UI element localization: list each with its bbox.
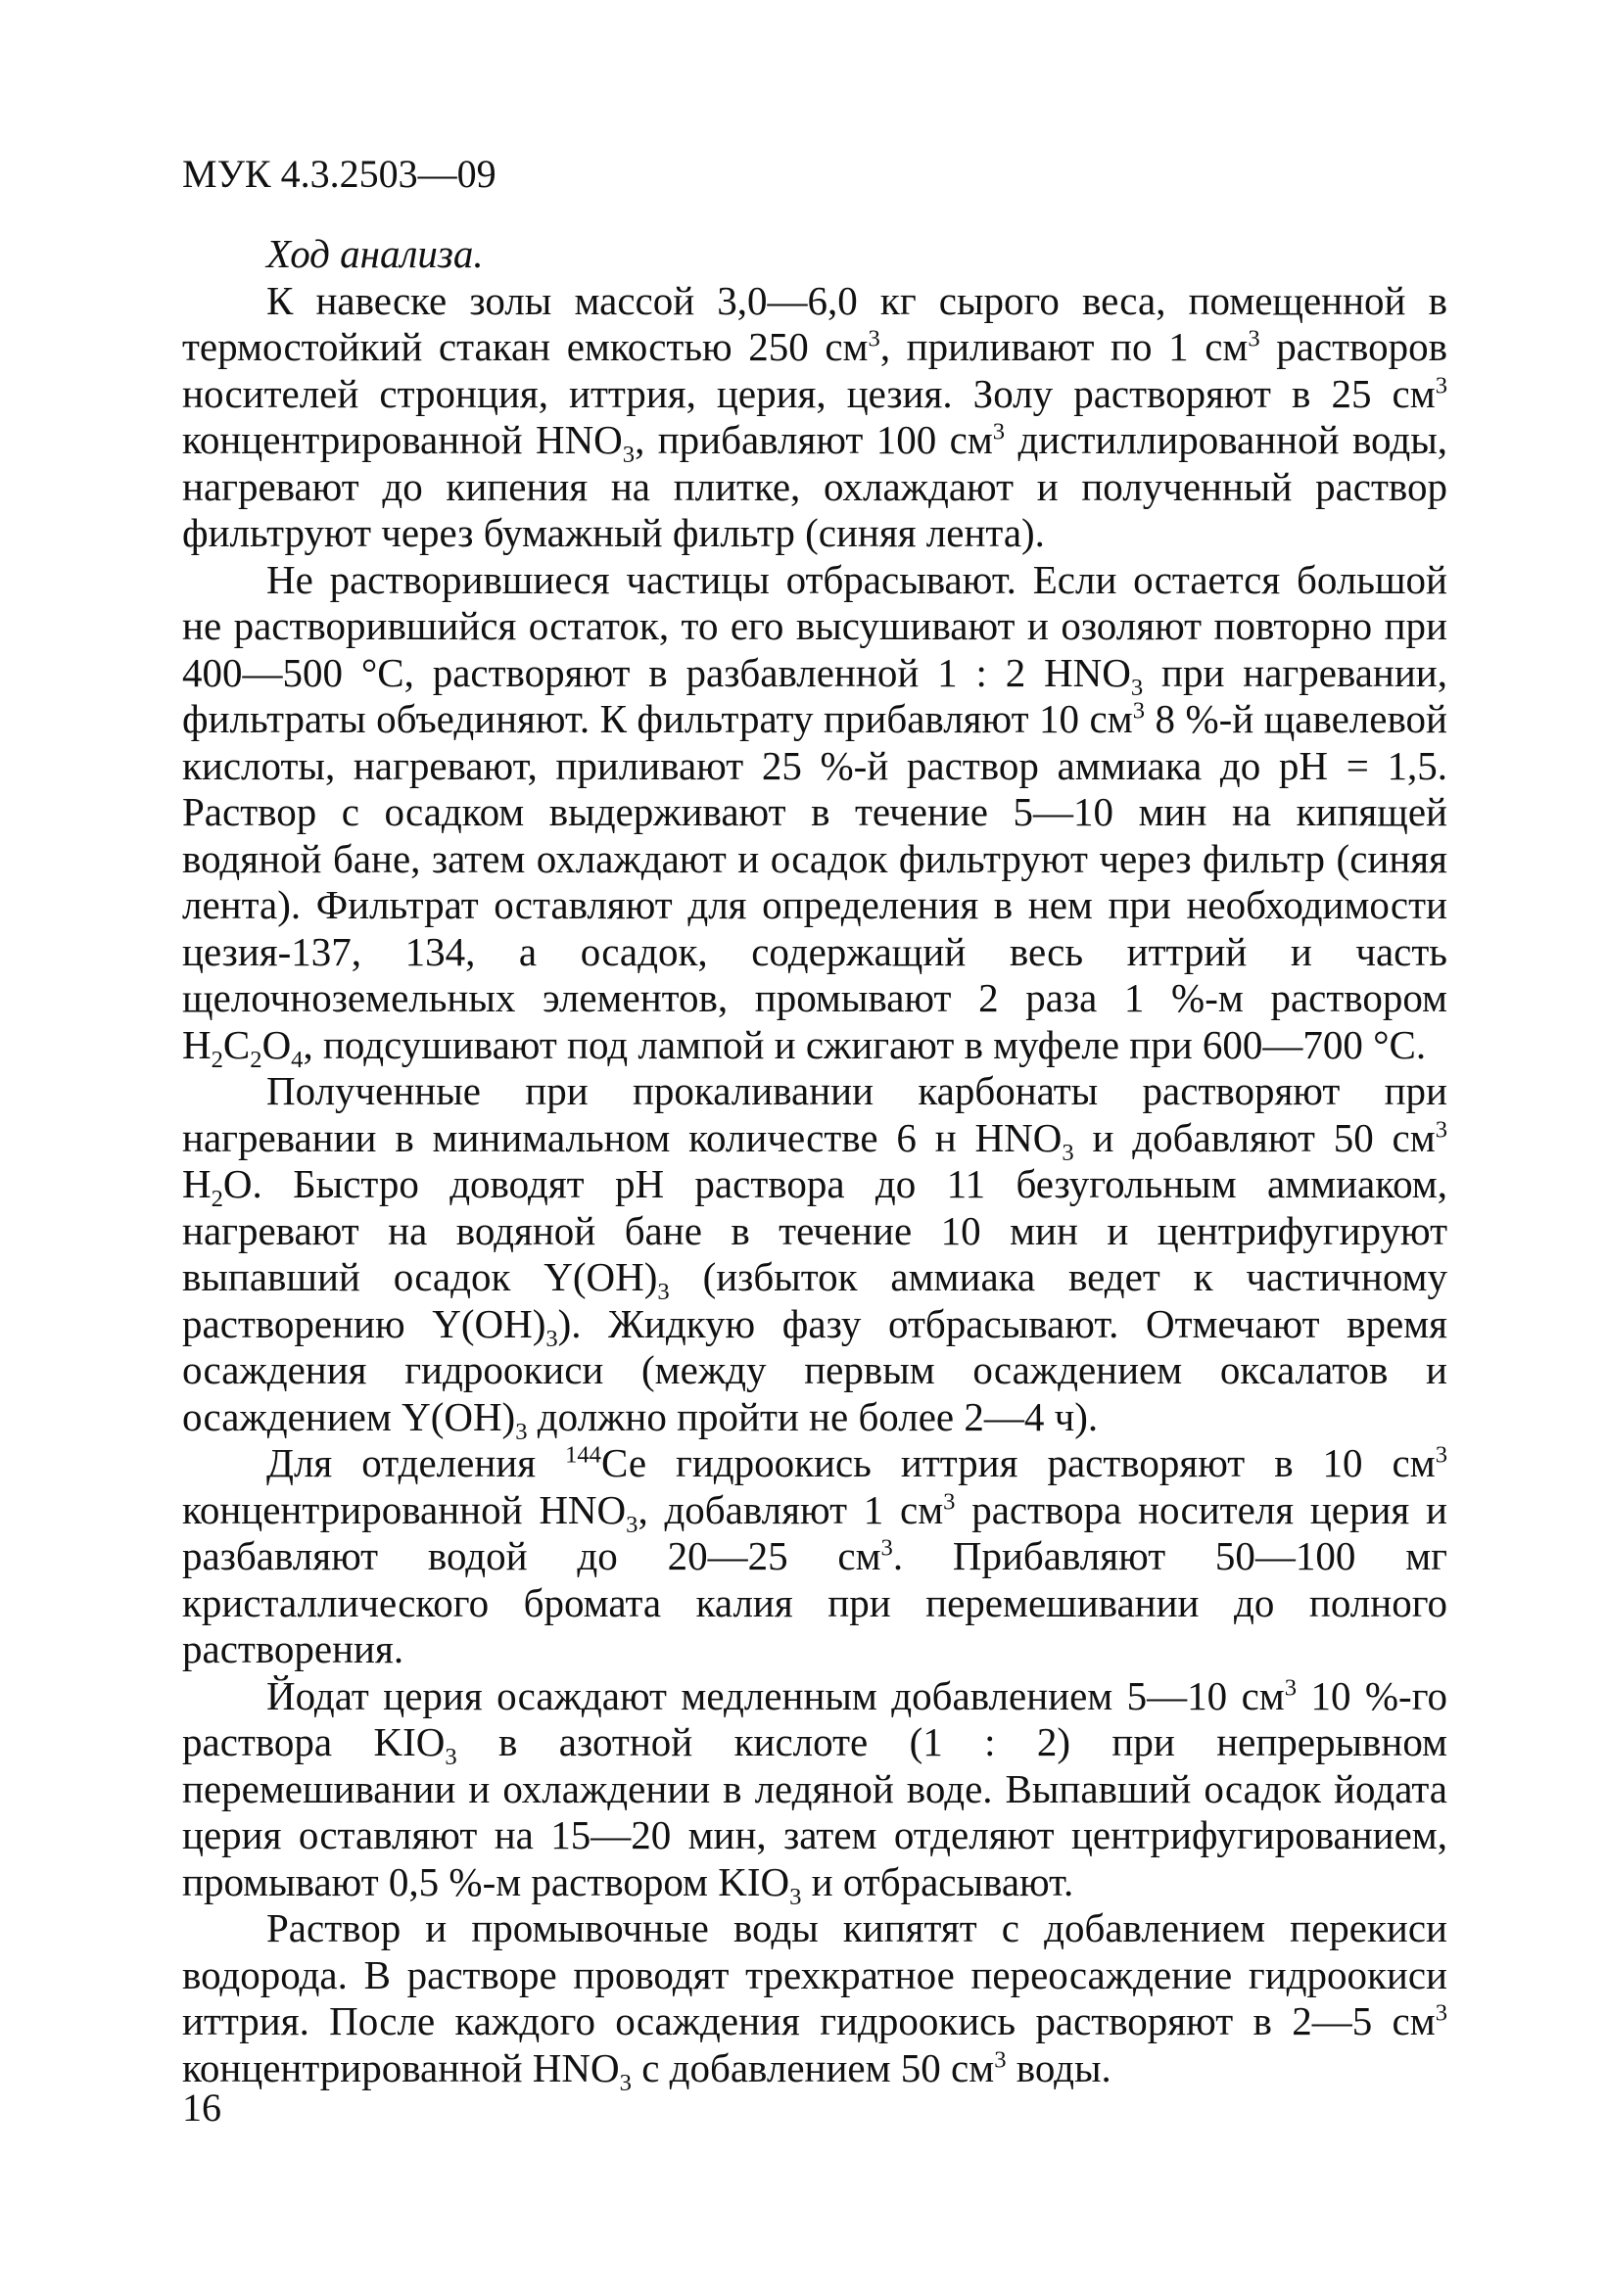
superscript: 3 <box>880 1534 893 1562</box>
superscript: 3 <box>1435 1999 1447 2027</box>
paragraph <box>182 278 1447 557</box>
text-segment: Йодат церия осаждают медленным добавлением 5—10 см <box>266 1672 1285 1718</box>
text-segment: воды. <box>1006 2044 1111 2090</box>
text-segment: , прибавляют 100 см <box>635 417 993 462</box>
text-segment: C <box>222 1021 251 1067</box>
document-body <box>182 231 1447 2096</box>
text-segment: при нагревании, фильтраты объединяют. К фильтрату прибавляют 10 см <box>182 649 1447 741</box>
text-segment: раствора носителя церия и разбавляют водой до 20—25 см <box>182 1486 1447 1578</box>
text-segment: 8 %-й щавелевой кислоты, нагревают, приливают 25 %-й раствор аммиака до pH = 1,5. Раствор с осадком выдерживают в течение 5—10 мин на кипящей водяной бане, затем охлаждают и осадок фильтруют через фильтр (синяя лента). Фильтрат оставляют для определения в нем при необходимости цезия-137, 134, а осадок, содержащий весь иттрий и часть щелочноземельных элементов, промывают 2 раза 1 %-м раствором H <box>182 696 1447 1067</box>
text-segment: 10 %-го раствора KIO <box>182 1672 1447 1764</box>
text-segment: и отбрасывают. <box>801 1858 1074 1904</box>
text-segment: , приливают по 1 см <box>879 324 1249 369</box>
superscript: 3 <box>1248 325 1260 352</box>
paragraph <box>182 1068 1447 1445</box>
text-segment: . Прибавляют 50—100 мг кристаллического бромата калия при перемешивании до полного растворения. <box>182 1533 1447 1671</box>
text-segment: , добавляют 1 см <box>638 1486 944 1532</box>
text-segment: растворов носителей стронция, иттрия, церия, цезия. Золу растворяют в 25 см <box>182 324 1447 416</box>
subscript: 3 <box>1062 1139 1074 1166</box>
text-segment: концентрированной HNO <box>182 417 623 462</box>
text-segment: концентрированной HNO <box>182 1486 627 1532</box>
subscript: 3 <box>545 1325 558 1352</box>
superscript: 3 <box>868 325 880 352</box>
text-segment: с добавлением 50 см <box>631 2044 995 2090</box>
subscript: 2 <box>211 1046 223 1073</box>
subscript: 3 <box>657 1279 670 1306</box>
subscript: 3 <box>445 1744 457 1771</box>
subscript: 3 <box>1130 674 1144 701</box>
text-segment: O <box>261 1021 292 1067</box>
text-segment: К навеске золы массой 3,0—6,0 кг сырого веса, помещенной в термостойкий стакан емкостью 250 см <box>182 277 1447 369</box>
subscript: 3 <box>619 2069 632 2096</box>
text-segment: O. Быстро доводят pH раствора до 11 безугольным аммиаком, нагревают на водяной бане в течение 10 мин и центрифугируют выпавший осадок Y(OH) <box>182 1161 1447 1299</box>
text-segment: (избыток аммиака ведет к частичному растворению Y(OH) <box>182 1254 1447 1346</box>
text-segment: Раствор и промывочные воды кипятят с добавлением перекиси водорода. В растворе проводят трехкратное переосаждение гидроокиси иттрия. После каждого осаждения гидроокись растворяют в 2—5 см <box>182 1905 1447 2043</box>
text-segment: и добавляют 50 см <box>1073 1114 1436 1160</box>
page-number: 16 <box>182 2085 221 2130</box>
subscript: 4 <box>291 1046 304 1073</box>
text-segment: ). Жидкую фазу отбрасывают. Отмечают время осаждения гидроокиси (между первым осаждением оксалатов и осаждением Y(OH) <box>182 1300 1447 1439</box>
text-segment: в азотной кислоте (1 : 2) при непрерывном перемешивании и охлаждении в ледяной воде. Выпавший осадок йодата церия оставляют на 15—20 мин, затем отделяют центрифугированием, промывают 0,5 %-м раствором KIO <box>182 1719 1447 1904</box>
text-segment: Для отделения <box>266 1440 566 1485</box>
text-segment: дистиллированной воды, нагревают до кипения на плитке, охлаждают и полученный раствор фильтруют через бумажный фильтр (синяя лента). <box>182 417 1447 555</box>
superscript: 3 <box>1132 697 1145 725</box>
subscript: 3 <box>515 1418 528 1445</box>
paragraph <box>182 556 1447 1073</box>
superscript: 3 <box>1435 1115 1447 1143</box>
superscript: 3 <box>1435 371 1447 398</box>
section-title: Ход анализа. <box>266 231 484 276</box>
subscript: 2 <box>250 1046 262 1073</box>
superscript: 3 <box>943 1487 956 1515</box>
superscript: 3 <box>992 418 1006 445</box>
text-segment: Се гидроокись иттрия растворяют в 10 см <box>600 1440 1436 1485</box>
superscript: 144 <box>565 1441 601 1469</box>
text-segment: концентрированной HNO <box>182 2044 620 2090</box>
subscript: 3 <box>626 1511 638 1538</box>
text-segment: , подсушивают под лампой и сжигают в муфеле при 600—700 °С. <box>303 1021 1427 1067</box>
subscript: 2 <box>211 1186 223 1213</box>
superscript: 3 <box>994 2045 1007 2073</box>
text-segment: Полученные при прокаливании карбонаты растворяют при нагревании в минимальном количестве 6 н HNO <box>182 1068 1447 1160</box>
subscript: 3 <box>622 442 636 469</box>
document-code-header: МУК 4.3.2503—09 <box>182 152 496 196</box>
paragraph <box>182 1672 1447 1910</box>
text-segment: должно пройти не более 2—4 ч). <box>527 1393 1099 1439</box>
text-segment: Не растворившиеся частицы отбрасывают. Если остается большой не растворившийся остаток, то его высушивают и озоляют повторно при 400—500 °С, растворяют в разбавленной 1 : 2 HNO <box>182 556 1447 695</box>
paragraph <box>182 1440 1447 1673</box>
superscript: 3 <box>1435 1441 1447 1469</box>
subscript: 3 <box>789 1883 802 1910</box>
paragraph <box>182 1905 1447 2096</box>
superscript: 3 <box>1284 1673 1298 1701</box>
text-segment: H <box>182 1161 212 1206</box>
